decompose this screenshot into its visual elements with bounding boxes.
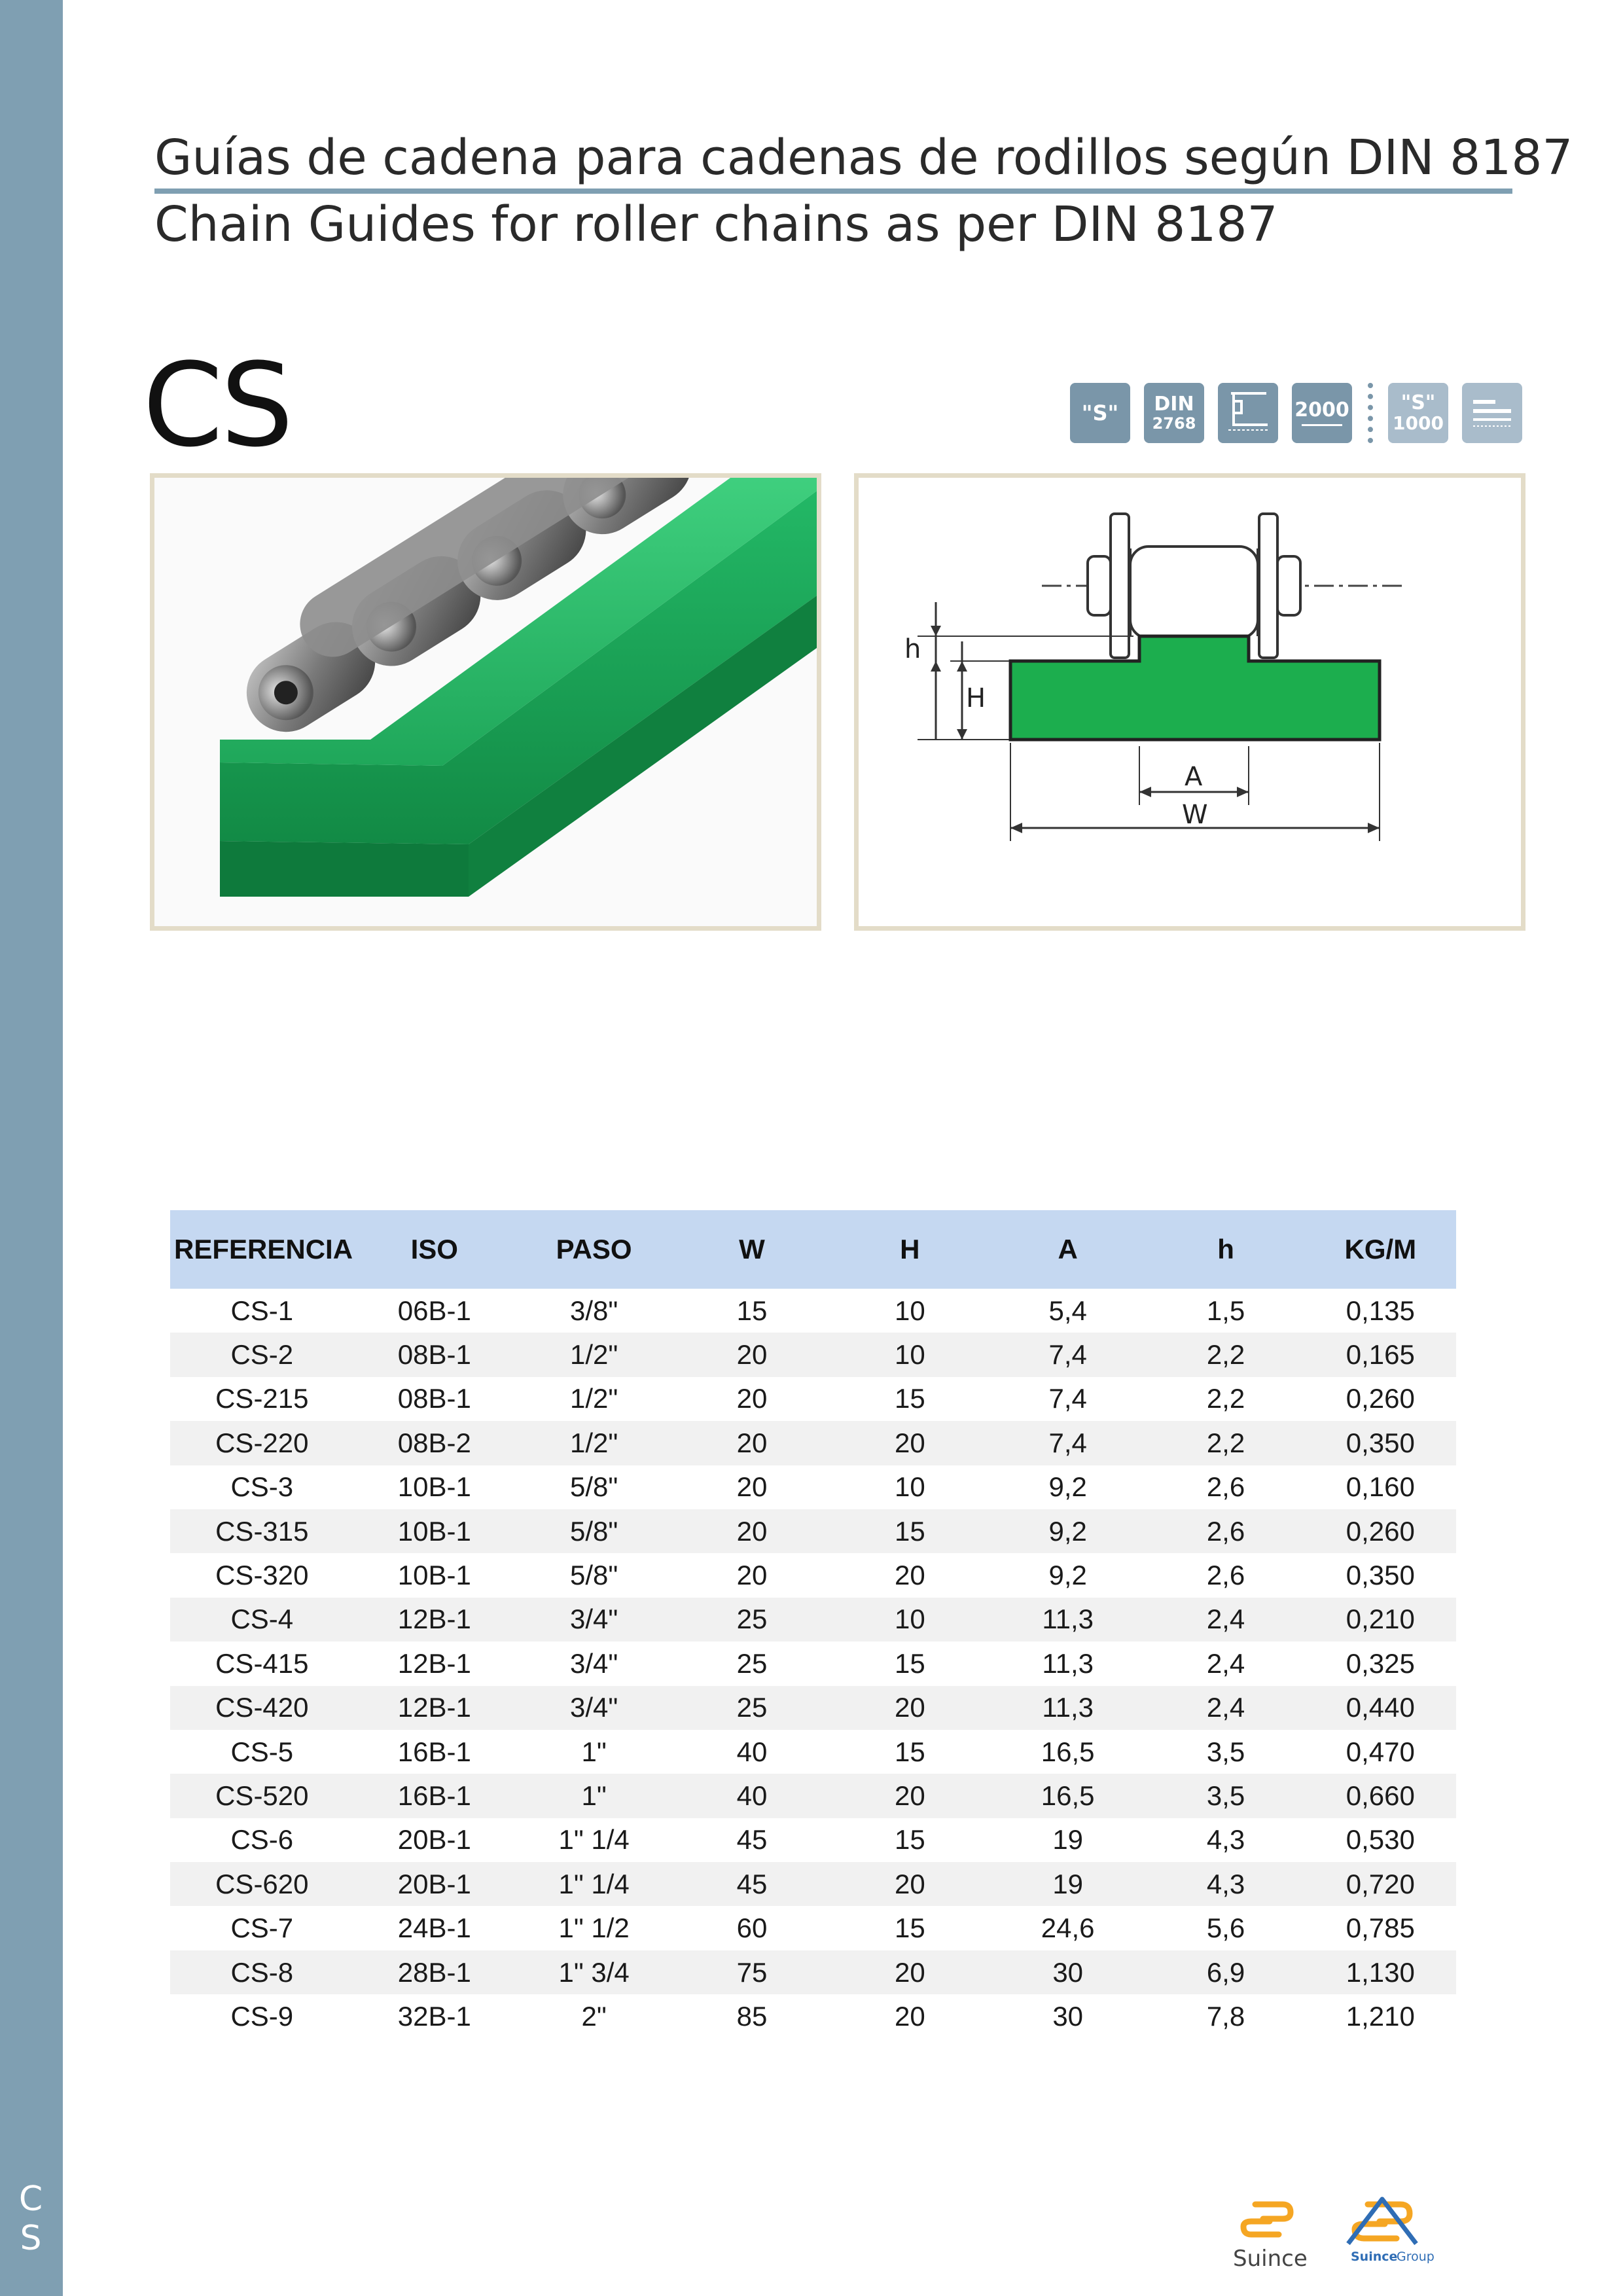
table-cell: 2,4	[1147, 1686, 1304, 1730]
table-cell: 4,3	[1147, 1862, 1304, 1906]
table-cell: 11,3	[1042, 1647, 1094, 1679]
table-cell: 1/2"	[569, 1383, 618, 1414]
table-cell: 19	[1052, 1824, 1084, 1856]
table-cell: 0,470	[1346, 1736, 1415, 1767]
table-cell: 25	[736, 1647, 768, 1679]
title-spanish: Guías de cadena para cadenas de rodillos según DIN 8187	[154, 130, 1573, 186]
table-cell: 16B-1	[354, 1774, 515, 1818]
table-cell: CS-3	[230, 1471, 294, 1503]
col-iso: ISO	[354, 1210, 515, 1289]
suince-logos	[1230, 2193, 1440, 2278]
badge-ruler	[1302, 424, 1342, 426]
table-cell: 1/2"	[515, 1333, 673, 1376]
table-cell: 3/4"	[515, 1686, 673, 1730]
table-cell: 9,2	[1048, 1560, 1087, 1591]
table-cell: 0,165	[1305, 1333, 1456, 1376]
table-cell: 24,6	[1041, 1912, 1095, 1944]
table-cell: 16,5	[1041, 1736, 1095, 1767]
table-cell: 30	[1052, 2000, 1084, 2032]
table-cell: 08B-2	[354, 1421, 515, 1465]
table-cell: 20	[831, 1862, 989, 1906]
table-cell: 12B-1	[397, 1647, 471, 1679]
table-row	[170, 1289, 1456, 1333]
table-cell: 60	[736, 1912, 768, 1944]
table-cell: CS-7	[230, 1912, 294, 1944]
table-cell: 20	[894, 2000, 925, 2032]
table-cell: 10	[894, 1295, 925, 1326]
table-row	[170, 1465, 1456, 1509]
table-cell: CS-5	[230, 1736, 294, 1767]
table-cell: 20B-1	[397, 1824, 471, 1856]
table-cell: 9,2	[989, 1509, 1147, 1553]
table-row	[170, 1730, 1456, 1774]
spec-table	[170, 1210, 1456, 2039]
table-row	[170, 1862, 1456, 1906]
suince-group-logo-icon	[1348, 2199, 1435, 2264]
table-cell: 7,4	[989, 1421, 1147, 1465]
table-cell: 6,9	[1147, 1950, 1304, 1994]
table-row	[170, 1598, 1456, 1641]
table-cell: 45	[673, 1862, 830, 1906]
dim-label-h: h	[904, 634, 921, 664]
table-cell: 20	[673, 1333, 830, 1376]
logo-text: Suince	[1233, 2246, 1308, 2272]
badge-separator	[1368, 383, 1373, 443]
table-cell: 20B-1	[354, 1862, 515, 1906]
table-cell: 10	[831, 1333, 989, 1376]
table-cell: 4,3	[1206, 1824, 1245, 1856]
table-cell: CS-420	[170, 1686, 354, 1730]
table-cell: 75	[673, 1950, 830, 1994]
table-cell: 7,8	[1206, 2000, 1245, 2032]
roller-chain-on-guide-image	[154, 478, 817, 926]
table-row	[170, 1950, 1456, 1994]
table-cell: 0,135	[1346, 1295, 1415, 1326]
table-cell: 11,3	[989, 1598, 1147, 1641]
product-photo	[150, 473, 821, 931]
table-cell: 7,4	[989, 1333, 1147, 1376]
table-row	[170, 1641, 1456, 1685]
s-profile-badge-icon	[1070, 383, 1130, 443]
badge-text: 2000	[1294, 398, 1349, 422]
profile-section-icon	[1222, 387, 1274, 439]
table-cell: 20	[736, 1383, 768, 1414]
table-cell: 32B-1	[397, 2000, 471, 2032]
table-cell: CS-220	[170, 1421, 354, 1465]
lines-badge-icon	[1462, 383, 1522, 443]
table-cell: 25	[673, 1598, 830, 1641]
title-english: Chain Guides for roller chains as per DIN 8187	[154, 196, 1278, 253]
side-label-letter: C	[18, 2179, 43, 2219]
dimension-drawing	[859, 478, 1521, 926]
table-cell: 0,160	[1346, 1471, 1415, 1503]
table-cell: 40	[673, 1774, 830, 1818]
table-cell: 3/4"	[515, 1598, 673, 1641]
table-cell: 15	[894, 1383, 925, 1414]
table-cell: 10B-1	[354, 1509, 515, 1553]
table-cell: 3/4"	[569, 1647, 618, 1679]
table-cell: 15	[831, 1509, 989, 1553]
col-h-small: h	[1147, 1210, 1304, 1289]
table-cell: 20	[673, 1509, 830, 1553]
table-cell: 3,5	[1206, 1736, 1245, 1767]
din-standard-badge-icon	[1144, 383, 1204, 443]
table-cell: 5,6	[1206, 1912, 1245, 1944]
table-cell: 2,6	[1206, 1471, 1245, 1503]
table-cell: CS-1	[230, 1295, 294, 1326]
badge-text: "S"	[1081, 401, 1119, 425]
table-cell: 0,210	[1305, 1598, 1456, 1641]
side-label-letter: S	[20, 2219, 42, 2258]
model-code: CS	[143, 338, 291, 473]
table-cell: 0,785	[1346, 1912, 1415, 1944]
table-cell: 1" 1/4	[515, 1862, 673, 1906]
table-cell: CS-415	[215, 1647, 309, 1679]
table-row	[170, 1509, 1456, 1553]
table-row	[170, 1333, 1456, 1376]
table-cell: 1,5	[1206, 1295, 1245, 1326]
table-cell: 20	[831, 1950, 989, 1994]
table-cell: 1/2"	[515, 1421, 673, 1465]
badge-subtext: 1000	[1393, 412, 1444, 434]
badge-text: "S"	[1400, 391, 1436, 414]
table-cell: 30	[989, 1950, 1147, 1994]
table-cell: 2,6	[1206, 1560, 1245, 1591]
length-2000-badge-icon	[1292, 383, 1352, 443]
suince-logo-icon	[1233, 2204, 1308, 2272]
table-row	[170, 1377, 1456, 1421]
table-cell: 0,530	[1346, 1824, 1415, 1856]
footer-logos	[1230, 2193, 1440, 2278]
table-cell: CS-320	[215, 1560, 309, 1591]
logo-subtext: Group	[1397, 2250, 1435, 2264]
table-cell: 11,3	[989, 1686, 1147, 1730]
table-cell: 1" 1/4	[558, 1824, 630, 1856]
table-cell: 2,2	[1147, 1421, 1304, 1465]
table-cell: CS-8	[170, 1950, 354, 1994]
table-cell: 19	[989, 1862, 1147, 1906]
table-cell: 9,2	[1048, 1471, 1087, 1503]
table-cell: 20	[894, 1560, 925, 1591]
lines-icon	[1469, 393, 1515, 433]
table-row	[170, 1994, 1456, 2038]
table-cell: CS-9	[230, 2000, 294, 2032]
table-cell: 20	[831, 1421, 989, 1465]
table-cell: 06B-1	[397, 1295, 471, 1326]
table-cell: 15	[894, 1912, 925, 1944]
table-cell: 08B-1	[397, 1383, 471, 1414]
cross-section-diagram	[854, 473, 1525, 931]
table-cell: 10	[894, 1471, 925, 1503]
table-cell: 2"	[581, 2000, 607, 2032]
badge-subtext: 2768	[1152, 414, 1196, 433]
table-row	[170, 1553, 1456, 1597]
table-cell: 15	[894, 1647, 925, 1679]
col-h-height: H	[831, 1210, 989, 1289]
table-cell: CS-6	[230, 1824, 294, 1856]
table-cell: 2,2	[1147, 1333, 1304, 1376]
table-cell: 28B-1	[354, 1950, 515, 1994]
table-cell: 7,4	[1048, 1383, 1087, 1414]
table-cell: 5,4	[1048, 1295, 1087, 1326]
table-cell: 10	[831, 1598, 989, 1641]
table-cell: 16B-1	[397, 1736, 471, 1767]
table-cell: CS-520	[170, 1774, 354, 1818]
table-cell: 15	[736, 1295, 768, 1326]
table-row	[170, 1906, 1456, 1950]
table-cell: 5/8"	[569, 1560, 618, 1591]
table-cell: 2,6	[1147, 1509, 1304, 1553]
dim-label-H: H	[966, 683, 986, 713]
table-cell: CS-620	[170, 1862, 354, 1906]
table-cell: 3/8"	[569, 1295, 618, 1326]
table-cell: 5/8"	[569, 1471, 618, 1503]
table-cell: 20	[831, 1774, 989, 1818]
table-cell: 0,350	[1346, 1560, 1415, 1591]
title-underline	[154, 188, 1512, 194]
table-cell: 15	[894, 1736, 925, 1767]
logo-text: Suince	[1351, 2250, 1398, 2264]
table-cell: 0,260	[1346, 1383, 1415, 1414]
table-cell: 45	[736, 1824, 768, 1856]
table-cell: 40	[736, 1736, 768, 1767]
col-w: W	[673, 1210, 830, 1289]
table-cell: 3,5	[1147, 1774, 1304, 1818]
table-row	[170, 1818, 1456, 1862]
table-cell: 12B-1	[354, 1598, 515, 1641]
table-cell: 1"	[515, 1774, 673, 1818]
table-cell: 10B-1	[397, 1471, 471, 1503]
table-cell: 08B-1	[354, 1333, 515, 1376]
dim-label-A: A	[1185, 762, 1203, 792]
table-cell: 0,720	[1305, 1862, 1456, 1906]
table-cell: 1" 3/4	[515, 1950, 673, 1994]
table-row	[170, 1774, 1456, 1818]
table-cell: 0,260	[1305, 1509, 1456, 1553]
table-cell: 2,4	[1147, 1598, 1304, 1641]
table-cell: 20	[831, 1686, 989, 1730]
table-cell: CS-315	[170, 1509, 354, 1553]
table-cell: 0,325	[1346, 1647, 1415, 1679]
table-cell: 15	[894, 1824, 925, 1856]
side-color-bar	[0, 0, 63, 2296]
col-a: A	[989, 1210, 1147, 1289]
table-cell: 12B-1	[354, 1686, 515, 1730]
table-cell: 1,210	[1346, 2000, 1415, 2032]
s-1000-badge-icon	[1388, 383, 1448, 443]
table-cell: 24B-1	[397, 1912, 471, 1944]
table-cell: 20	[736, 1471, 768, 1503]
table-cell: 20	[736, 1560, 768, 1591]
table-cell: 16,5	[989, 1774, 1147, 1818]
table-cell: 25	[673, 1686, 830, 1730]
table-cell: 2,4	[1206, 1647, 1245, 1679]
table-cell: 10B-1	[397, 1560, 471, 1591]
table-cell: CS-2	[170, 1333, 354, 1376]
table-cell: 0,440	[1305, 1686, 1456, 1730]
col-referencia: REFERENCIA	[170, 1210, 354, 1289]
table-row	[170, 1421, 1456, 1465]
side-section-label	[14, 2179, 47, 2258]
col-kgm: KG/M	[1305, 1210, 1456, 1289]
table-cell: 2,2	[1206, 1383, 1245, 1414]
profile-section-badge-icon	[1218, 383, 1278, 443]
table-cell: 1"	[581, 1736, 607, 1767]
table-cell: 0,660	[1305, 1774, 1456, 1818]
table-cell: 1" 1/2	[558, 1912, 630, 1944]
table-cell: CS-215	[215, 1383, 309, 1414]
table-row	[170, 1686, 1456, 1730]
table-cell: 85	[736, 2000, 768, 2032]
col-paso: PASO	[515, 1210, 673, 1289]
table-cell: 0,350	[1305, 1421, 1456, 1465]
table-cell: 20	[673, 1421, 830, 1465]
table-header-row	[170, 1210, 1456, 1289]
table-cell: 1,130	[1305, 1950, 1456, 1994]
badge-text: DIN	[1154, 393, 1194, 416]
dim-label-W: W	[1182, 800, 1208, 830]
table-cell: 5/8"	[515, 1509, 673, 1553]
table-cell: CS-4	[170, 1598, 354, 1641]
